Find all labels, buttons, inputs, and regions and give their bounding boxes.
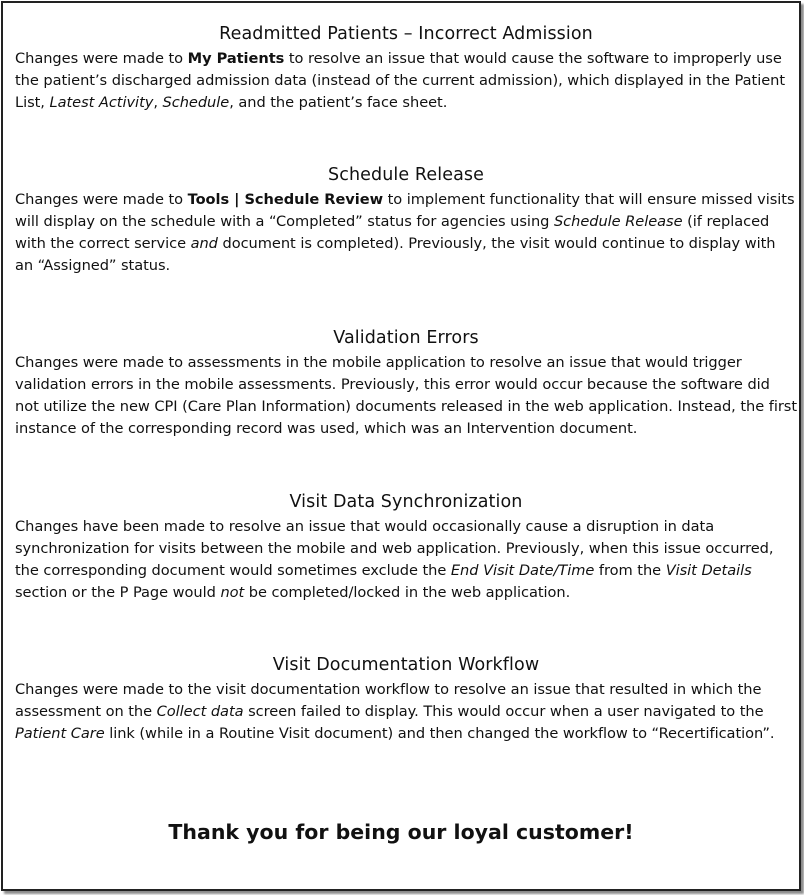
- emphasis-italic: Schedule Release: [553, 213, 683, 230]
- body-text: section or the P Page would: [15, 584, 221, 601]
- body-text: Changes were made to the visit documentation workflow to resolve an issue that resulted in which the assessment on the: [15, 681, 762, 720]
- body-text: , and the patient’s face sheet.: [229, 94, 448, 111]
- body-text: link (while in a Routine Visit document) and then changed the workflow to “Recertification”.: [104, 725, 775, 742]
- section-title: Schedule Release: [328, 165, 484, 185]
- section-readmitted-patients: [15, 23, 797, 114]
- body-text: to resolve an issue that would cause the software to improperly use the patient’s discharged admission data (instead of the current admission), which displayed in the Patient List,: [15, 50, 786, 111]
- body-text: screen failed to display. This would occur when a user navigated to the: [243, 703, 764, 720]
- emphasis-italic: Collect data: [156, 703, 244, 720]
- body-text: document is completed). Previously, the visit would continue to display with an “Assigned” status.: [15, 235, 776, 274]
- body-text: Changes were made to: [15, 50, 188, 67]
- emphasis-italic: not: [220, 584, 245, 601]
- emphasis-bold: Tools | Schedule Review: [187, 191, 384, 208]
- section-body: [15, 189, 797, 277]
- section-title: Validation Errors: [333, 328, 479, 348]
- section-visit-doc-workflow: [15, 654, 797, 745]
- body-text: ,: [153, 94, 163, 111]
- emphasis-italic: Latest Activity: [49, 94, 154, 111]
- emphasis-italic: Visit Details: [665, 562, 752, 579]
- notes-frame: [1, 1, 801, 891]
- emphasis-bold: My Patients: [187, 50, 285, 67]
- closing-message: Thank you for being our loyal customer!: [168, 820, 634, 844]
- emphasis-italic: End Visit Date/Time: [450, 562, 595, 579]
- body-text: from the: [594, 562, 666, 579]
- body-text: Changes have been made to resolve an issue that would occasionally cause a disruption in data synchronization for visits between the mobile and web application. Previously, when this issue occurred, the corresponding document would sometimes exclude the: [15, 518, 774, 579]
- body-text: Changes were made to: [15, 191, 188, 208]
- body-text: to implement functionality that will ensure missed visits will display on the schedule with a “Completed” status for agencies using: [15, 191, 795, 230]
- section-title: Readmitted Patients – Incorrect Admission: [219, 24, 593, 44]
- body-text: (if replaced with the correct service: [15, 213, 770, 252]
- section-body: [15, 48, 797, 114]
- body-text: be completed/locked in the web application.: [244, 584, 571, 601]
- section-schedule-release: [15, 164, 797, 277]
- section-title: Visit Data Synchronization: [289, 492, 523, 512]
- section-title: Visit Documentation Workflow: [272, 655, 540, 675]
- section-body: [15, 516, 797, 604]
- section-body: [15, 352, 797, 440]
- section-body: [15, 679, 797, 745]
- emphasis-italic: Patient Care: [15, 725, 105, 742]
- emphasis-italic: Schedule: [162, 94, 230, 111]
- body-text: Changes were made to assessments in the mobile application to resolve an issue that would trigger validation errors in the mobile assessments. Previously, this error would occur because the software did not utilize the new CPI (Care Plan Information) documents released in the web application. Instead, the first instance of the corresponding record was used, which was an Intervention document.: [15, 354, 798, 437]
- emphasis-italic: and: [190, 235, 218, 252]
- section-validation-errors: [15, 327, 797, 440]
- section-visit-data-sync: [15, 491, 797, 604]
